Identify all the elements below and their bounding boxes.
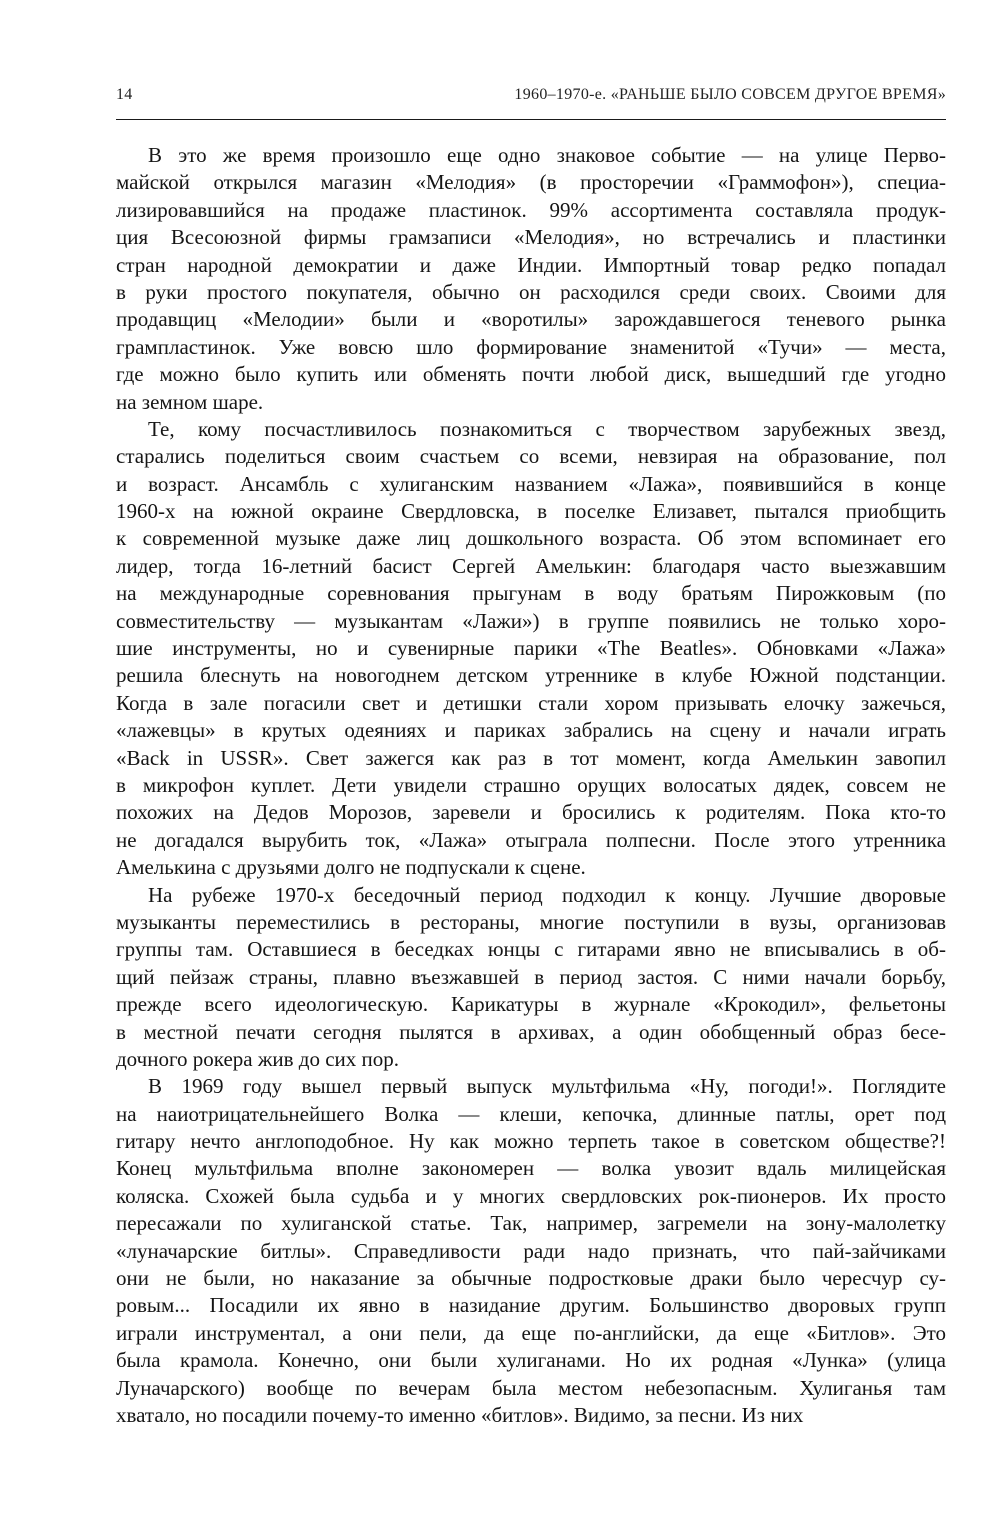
text-line: В это же время произошло еще одно знаковое событие — на улице Перво- <box>148 143 946 167</box>
text-line: они не были, но наказание за обычные подростковые драки было чересчур су- <box>116 1266 946 1291</box>
text-line: щий пейзаж страны, плавно въезжавшей в период застоя. С ними начали борьбу, <box>116 964 946 989</box>
text-line: ция Всесоюзной фирмы грамзаписи «Мелодия», но встречались и пластинки <box>116 225 946 250</box>
text-line: «лажевцы» в крутых одеяниях и париках забрались на сцену и начали играть <box>116 718 946 743</box>
text-line: музыканты переместились в рестораны, многие поступили в вузы, организовав <box>116 909 946 934</box>
paragraph <box>116 416 946 882</box>
text-line: «луначарские битлы». Справедливости ради надо признать, что пай-зайчиками <box>116 1238 946 1263</box>
text-line: в местной печати сегодня пылятся в архивах, а один обобщенный образ бесе- <box>116 1019 946 1044</box>
text-line: На рубеже 1970-х беседочный период подходил к концу. Лучшие дворовые <box>148 882 946 907</box>
paragraph <box>116 1073 946 1429</box>
text-line: хватало, но посадили почему-то именно «битлов». Видимо, за песни. Из них <box>116 1402 804 1427</box>
text-line: стран народной демократии и даже Индии. Импортный товар редко попадал <box>116 252 946 277</box>
paragraph <box>116 882 946 1074</box>
text-line: на земном шаре. <box>116 389 264 414</box>
text-line: пересажали по хулиганской статье. Так, например, загремели на зону-малолетку <box>116 1211 946 1236</box>
text-line: лизировавшийся на продаже пластинок. 99% ассортимента составляла продук- <box>116 197 946 222</box>
text-line: коляска. Схожей была судьба и у многих свердловских рок-пионеров. Их просто <box>116 1183 946 1208</box>
text-line: продавщиц «Мелодии» были и «воротилы» зарождавшегося теневого рынка <box>116 307 946 332</box>
text-line: грампластинок. Уже вовсю шло формирование знаменитой «Тучи» — места, <box>116 334 946 359</box>
running-title: 1960–1970-е. «РАНЬШЕ БЫЛО СОВСЕМ ДРУГОЕ ВРЕМЯ» <box>514 86 946 103</box>
text-line: и возраст. Ансамбль с хулиганским названием «Лажа», появившийся в конце <box>116 471 946 496</box>
text-line: где можно было купить или обменять почти любой диск, вышедший где угодно <box>116 362 946 387</box>
text-line: лидер, тогда 16-летний басист Сергей Амелькин: благодаря часто выезжавшим <box>116 553 946 578</box>
paragraph <box>116 142 946 416</box>
text-line: Конец мультфильма вполне закономерен — волка увозит вдаль милицейская <box>116 1156 946 1181</box>
text-line: Луначарского) вообще по вечерам была местом небезопасным. Хулиганья там <box>116 1375 946 1400</box>
page-number: 14 <box>116 86 133 103</box>
text-line: старались поделиться своим счастьем со всеми, невзирая на образование, пол <box>116 444 946 469</box>
text-line: «Back in USSR». Свет зажегся как раз в тот момент, когда Амелькин завопил <box>116 745 946 770</box>
text-line: похожих на Дедов Морозов, заревели и бросились к родителям. Пока кто-то <box>116 800 946 825</box>
body-text <box>116 142 946 1429</box>
text-line: совместительству — музыкантам «Лажи») в группе появились не только хоро- <box>116 608 946 633</box>
running-head <box>116 86 946 114</box>
text-line: в руки простого покупателя, обычно он расходился среди своих. Своими для <box>116 279 946 304</box>
text-line: прежде всего идеологическую. Карикатуры в журнале «Крокодил», фельетоны <box>116 992 946 1017</box>
text-line: дочного рокера жив до сих пор. <box>116 1046 399 1071</box>
text-line: группы там. Оставшиеся в беседках юнцы с гитарами явно не вписывались в об- <box>116 937 946 962</box>
text-line: Те, кому посчастливилось познакомиться с творчеством зарубежных звезд, <box>148 416 946 441</box>
text-line: майской открылся магазин «Мелодия» (в просторечии «Граммофон»), специа- <box>116 170 946 195</box>
text-line: на наиотрицательнейшего Волка — клеши, кепочка, длинные патлы, орет под <box>116 1101 946 1126</box>
text-line: на международные соревнования прыгунам в воду братьям Пирожковым (по <box>116 581 946 606</box>
header-rule <box>116 119 946 120</box>
text-line: решила блеснуть на новогоднем детском утреннике в клубе Южной подстанции. <box>116 663 946 688</box>
text-line: гитару нечто англоподобное. Ну как можно терпеть такое в советском обществе?! <box>116 1129 946 1154</box>
text-line: играли инструментал, а они пели, да еще по-английски, да еще «Битлов». Это <box>116 1320 946 1345</box>
text-line: в микрофон куплет. Дети увидели страшно орущих волосатых дядек, совсем не <box>116 772 946 797</box>
text-line: В 1969 году вышел первый выпуск мультфильма «Ну, погоди!». Поглядите <box>148 1074 946 1099</box>
text-line: ровым... Посадили их явно в назидание другим. Большинство дворовых групп <box>116 1293 946 1318</box>
text-line: была крамола. Конечно, они были хулиганами. Но их родная «Лунка» (улица <box>116 1348 946 1373</box>
text-line: к современной музыке даже лиц дошкольного возраста. Об этом вспоминает его <box>116 526 946 551</box>
text-line: Когда в зале погасили свет и детишки стали хором призывать елочку зажечься, <box>116 690 946 715</box>
text-line: шие инструменты, но и сувенирные парики «The Beatles». Обновками «Лажа» <box>116 636 946 661</box>
text-line: 1960-х на южной окраине Свердловска, в поселке Елизавет, пытался приобщить <box>116 499 946 524</box>
text-line: не догадался вырубить ток, «Лажа» отыграла полпесни. После этого утренника <box>116 827 946 852</box>
text-line: Амелькина с друзьями долго не подпускали к сцене. <box>116 855 586 880</box>
